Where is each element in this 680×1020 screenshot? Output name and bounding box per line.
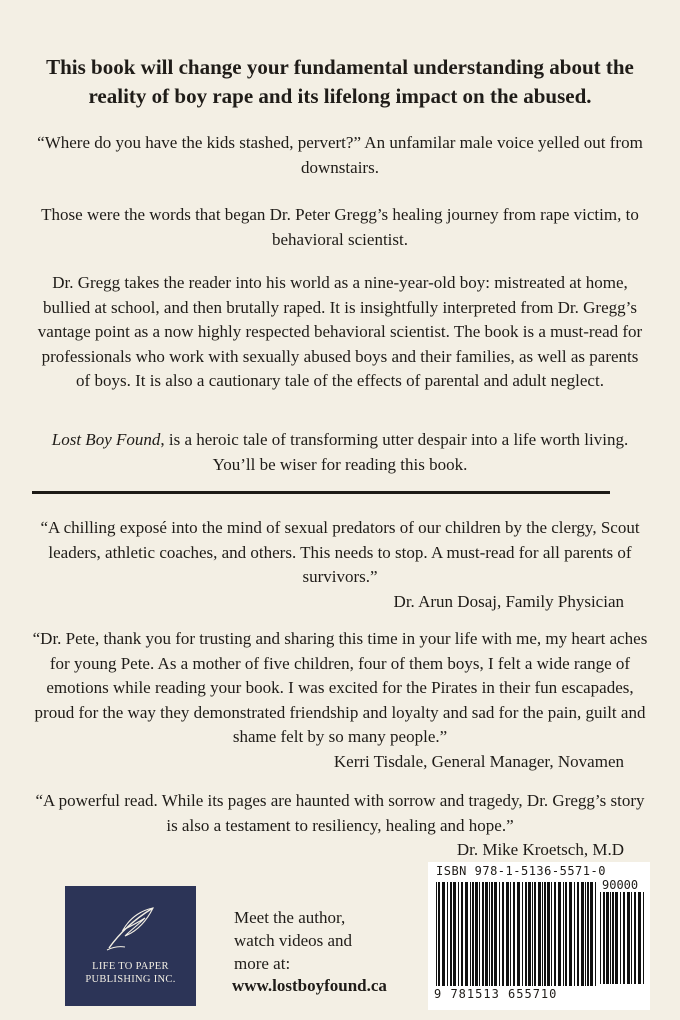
intro-quote: “Where do you have the kids stashed, pervert?” An unfamilar male voice yelled out from downstairs. <box>37 133 643 177</box>
publisher-name-line: LIFE TO PAPER <box>92 961 169 972</box>
isbn-label: ISBN 978-1-5136-5571-0 <box>436 864 606 878</box>
price-addon-number: 90000 <box>602 878 639 892</box>
divider <box>32 491 610 494</box>
addon-barcode-bars <box>600 892 644 984</box>
intro-paragraph: Those were the words that began Dr. Peter Gregg’s healing journey from rape victim, to behavioral scientist. <box>41 205 639 249</box>
testimonial-text: “Dr. Pete, thank you for trusting and sharing this time in your life with me, my heart aches for young Pete. As a mother of five children, four of them boys, I felt a wide range of emotions while reading your book. I was excited for the Pirates in their fun escapades, proud for the way they demonstrated friendship and loyalty and sad for the pain, guilt and shame felt by so many people.” <box>32 629 648 746</box>
promo-line: Meet the author, <box>234 908 346 927</box>
headline: This book will change your fundamental understanding about the reality of boy rape and its lifelong impact on the abused. <box>46 55 634 108</box>
website-link[interactable]: www.lostboyfound.ca <box>232 976 387 995</box>
author-promo <box>234 906 352 975</box>
closing-paragraph <box>34 428 646 477</box>
testimonial-author: Kerri Tisdale, General Manager, Novamen <box>333 751 624 771</box>
isbn-barcode <box>428 862 650 1010</box>
testimonial-author: Dr. Mike Kroetsch, M.D <box>456 840 624 859</box>
testimonial <box>30 516 650 614</box>
summary-paragraph: Dr. Gregg takes the reader into his world as a nine-year-old boy: mistreated at home, bullied at school, and then brutally raped. It is insightfully interpreted from Dr. Gregg’s vantage point as a now highly respected behavioral scientist. The book is a must-read for professionals who work with sexually abused boys and their families, as well as parents of boys. It is also a cautionary tale of the effects of parental and adult neglect. <box>37 273 643 390</box>
testimonial-author: Dr. Arun Dosaj, Family Physician <box>393 591 624 611</box>
isbn-digits: 9 781513 655710 <box>434 987 558 1001</box>
book-title: Lost Boy Found <box>51 430 161 449</box>
promo-line: watch videos and <box>234 931 353 950</box>
publisher-name <box>65 960 196 986</box>
closing-text: , is a heroic tale of transforming utter despair into a life worth living. You’ll be wiser for reading this book. <box>160 430 629 474</box>
promo-line: more at: <box>234 954 291 973</box>
barcode-bars <box>436 882 596 986</box>
testimonial-text: “A powerful read. While its pages are haunted with sorrow and tragedy, Dr. Gregg’s story is also a testament to resiliency, healing and hope.” <box>35 791 645 835</box>
testimonial <box>30 627 650 774</box>
feather-icon <box>103 900 159 956</box>
testimonial-text: “A chilling exposé into the mind of sexual predators of our children by the clergy, Scout leaders, athletic coaches, and others. This needs to stop. A must-read for all parents of survivors.” <box>40 518 640 586</box>
publisher-name-line: PUBLISHING INC. <box>85 974 176 985</box>
testimonial <box>30 789 650 863</box>
publisher-logo <box>65 886 196 1006</box>
